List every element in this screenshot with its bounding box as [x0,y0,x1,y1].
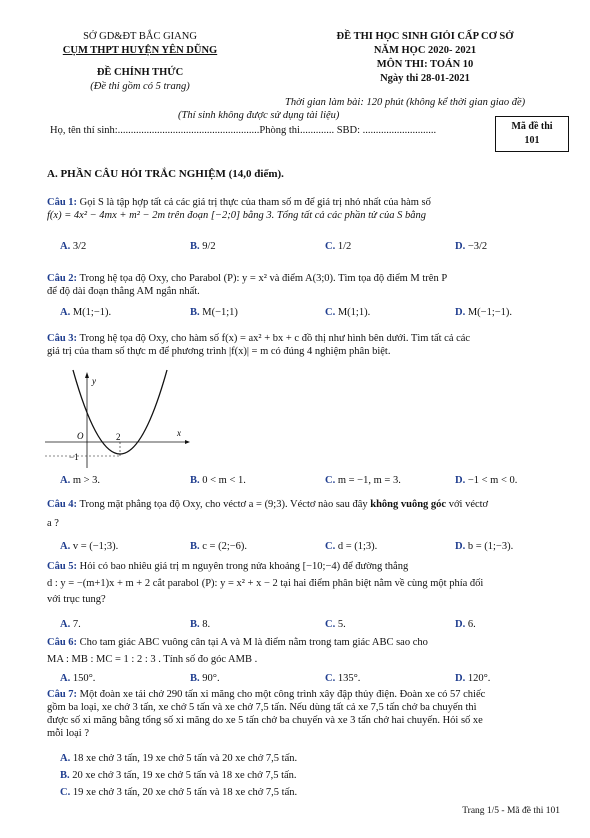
q1-option-c: 1/2 [337,241,352,252]
q3-option-a-letter: A. [60,475,71,486]
q2-option-d: M(−1;−1). [467,307,513,318]
q4-option-d: b = (1;−3). [467,541,514,552]
q5-line2: d : y = −(m+1)x + m + 2 cắt parabol (P): y = x² + x − 2 tại hai điểm phân biệt nằm về cùng một phía đối [47,578,484,590]
q1-option-a: 3/2 [72,241,87,252]
q4-option-b-letter: B. [190,541,200,552]
question-3 [47,332,567,358]
q7-line1: Một đoàn xe tải chở 290 tấn xi măng cho một công trình xây đập thủy điện. Đoàn xe có 57 chiếc [77,689,486,700]
x-axis-arrow [185,440,190,444]
q1-line2: f(x) = 4x² − 4mx + m² − 2m trên đoạn [−2;0] bằng 3. Tổng tất cả các phần tử của S bằng [47,210,427,222]
q6-line2: MA : MB : MC = 1 : 2 : 3 . Tính số đo góc AMB . [47,654,258,666]
q2-option-d-letter: D. [455,307,466,318]
official-label: ĐỀ CHÍNH THỨC [96,67,184,78]
q1-option-a-letter: A. [60,241,71,252]
q7-label: Câu 7: [47,689,78,700]
y-axis-label: y [92,376,96,386]
q5-option-c-letter: C. [325,619,336,630]
q6-option-a-letter: A. [60,673,71,684]
q6-options [60,672,560,688]
q4-options [60,540,560,556]
q3-option-d-letter: D. [455,475,466,486]
candidate-line: Họ, tên thí sinh:......................................................Phòng thi............. SBD: ............................ [50,125,437,136]
question-2 [47,272,567,298]
q7-options [60,752,560,803]
department-name: SỞ GD&ĐT BẮC GIANG [83,31,197,42]
exam-title: ĐỀ THI HỌC SINH GIỎI CẤP CƠ SỞ [336,31,514,42]
q6-option-d-letter: D. [455,673,466,684]
origin-label: O [77,431,84,441]
page-count-note: (Đề thi gồm có 5 trang) [90,81,190,92]
q1-option-b-letter: B. [190,241,200,252]
q3-parabola-graph [45,368,195,468]
q6-option-b-letter: B. [190,673,200,684]
q6-option-a: 150°. [72,673,96,684]
q2-line1: Trong hệ tọa độ Oxy, cho Parabol (P): y = x² và điểm A(3;0). Tìm tọa độ điểm M trên P [77,273,448,284]
q7-option-b-letter: B. [60,770,70,781]
q4-option-c-letter: C. [325,541,336,552]
question-4 [47,498,567,530]
q6-option-c-letter: C. [325,673,336,684]
q1-line1: Gọi S là tập hợp tất cả các giá trị thực của tham số m để giá trị nhỏ nhất của hàm số [77,197,431,208]
q3-option-c: m = −1, m = 3. [337,475,401,486]
q5-line3: với trục tung? [47,594,106,606]
q3-options [60,474,560,490]
q1-label: Câu 1: [47,197,78,208]
q2-options [60,306,560,322]
q3-option-a: m > 3. [72,475,101,486]
y-tick-label: −1 [69,452,79,462]
q1-options [60,240,560,262]
q7-option-c: 19 xe chở 3 tấn, 20 xe chở 5 tấn và 18 xe chở 7,5 tấn. [72,787,298,798]
q2-line2: để độ dài đoạn thẳng AM ngắn nhất. [47,286,200,298]
header-right [290,30,560,86]
q6-line1: Cho tam giác ABC vuông cân tại A và M là điểm nằm trong tam giác ABC sao cho [77,637,428,648]
q4-line1a: Trong mặt phẳng tọa độ Oxy, cho véctơ a = (9;3). Véctơ nào sau đây [77,499,371,510]
q4-emphasis: không vuông góc [370,499,447,510]
question-5 [47,560,567,606]
question-6 [47,636,567,666]
q5-option-b: 8. [202,619,211,630]
school-year: NĂM HỌC 2020- 2021 [373,45,477,56]
q4-label: Câu 4: [47,499,78,510]
q3-line1: Trong hệ tọa độ Oxy, cho hàm số f(x) = ax² + bx + c đồ thị như hình bên dưới. Tìm tất cả các [77,333,471,344]
q4-option-c: d = (1;3). [337,541,378,552]
cluster-name: CỤM THPT HUYỆN YÊN DŨNG [62,45,218,56]
section-title: A. PHẦN CÂU HỎI TRẮC NGHIỆM (14,0 điểm). [47,168,284,180]
exam-code-value: 101 [524,135,540,146]
q3-option-b: 0 < m < 1. [202,475,246,486]
subject: MÔN THI: TOÁN 10 [376,59,474,70]
x-tick-label: 2 [116,432,121,442]
q5-label: Câu 5: [47,561,78,572]
q2-option-c-letter: C. [325,307,336,318]
q3-option-c-letter: C. [325,475,336,486]
question-7 [47,688,567,741]
q5-options [60,618,560,634]
q6-option-c: 135°. [337,673,361,684]
q7-line2: gồm ba loại, xe chở 3 tấn, xe chở 5 tấn và xe chở 7,5 tấn. Nếu dùng tất cả xe 7,5 tấn chở ba chuyến thì [47,702,477,714]
no-docs-note: (Thí sinh không được sử dụng tài liệu) [178,110,340,121]
q5-option-d: 6. [467,619,476,630]
q7-option-c-letter: C. [60,787,71,798]
q5-option-d-letter: D. [455,619,466,630]
q3-line2: giá trị của tham số thực m để phương trình |f(x)| = m có đúng 4 nghiệm phân biệt. [47,346,391,358]
q5-option-b-letter: B. [190,619,200,630]
q4-option-a: v = (−1;3). [72,541,119,552]
q1-option-d: −3/2 [467,241,488,252]
exam-code-label: Mã đề thi [511,121,553,132]
q4-option-a-letter: A. [60,541,71,552]
exam-date: Ngày thi 28-01-2021 [380,73,470,84]
x-axis-label: x [177,428,181,438]
q2-option-a: M(1;−1). [72,307,112,318]
question-1 [47,196,567,222]
q6-label: Câu 6: [47,637,78,648]
q2-option-b: M(−1;1) [202,307,238,318]
q4-option-d-letter: D. [455,541,466,552]
time-line: Thời gian làm bài: 120 phút (không kể thời gian giao đề) [285,97,526,108]
q7-line4: mỗi loại ? [47,728,89,740]
exam-code-box [495,116,569,152]
q5-option-c: 5. [337,619,346,630]
q6-option-b: 90°. [202,673,220,684]
q5-option-a: 7. [72,619,81,630]
q7-option-a-letter: A. [60,753,71,764]
q1-option-b: 9/2 [202,241,216,252]
q2-option-b-letter: B. [190,307,200,318]
q6-option-d: 120°. [467,673,491,684]
y-axis-arrow [85,372,89,378]
q5-option-a-letter: A. [60,619,71,630]
q2-option-c: M(1;1). [337,307,371,318]
q1-option-d-letter: D. [455,241,466,252]
q7-line3: được số xi măng bằng tổng số xi măng do xe 5 tấn chở ba chuyến và xe 3 tấn chở hai chuyến. Hỏi số xe [47,715,483,727]
q5-line1: Hỏi có bao nhiêu giá trị m nguyên trong nửa khoảng [−10;−4) để đường thẳng [77,561,409,572]
header-left [40,30,240,94]
q3-option-d: −1 < m < 0. [467,475,518,486]
q4-line2: a ? [47,518,59,530]
q3-option-b-letter: B. [190,475,200,486]
page-footer: Trang 1/5 - Mã đề thi 101 [462,806,560,816]
q7-option-a: 18 xe chở 3 tấn, 19 xe chở 5 tấn và 20 xe chở 7,5 tấn. [72,753,298,764]
q2-option-a-letter: A. [60,307,71,318]
q2-label: Câu 2: [47,273,78,284]
q4-option-b: c = (2;−6). [202,541,248,552]
q3-label: Câu 3: [47,333,78,344]
q4-line1c: với véctơ [446,499,489,510]
q1-option-c-letter: C. [325,241,336,252]
q7-option-b: 20 xe chở 3 tấn, 19 xe chở 5 tấn và 18 xe chở 7,5 tấn. [72,770,297,781]
